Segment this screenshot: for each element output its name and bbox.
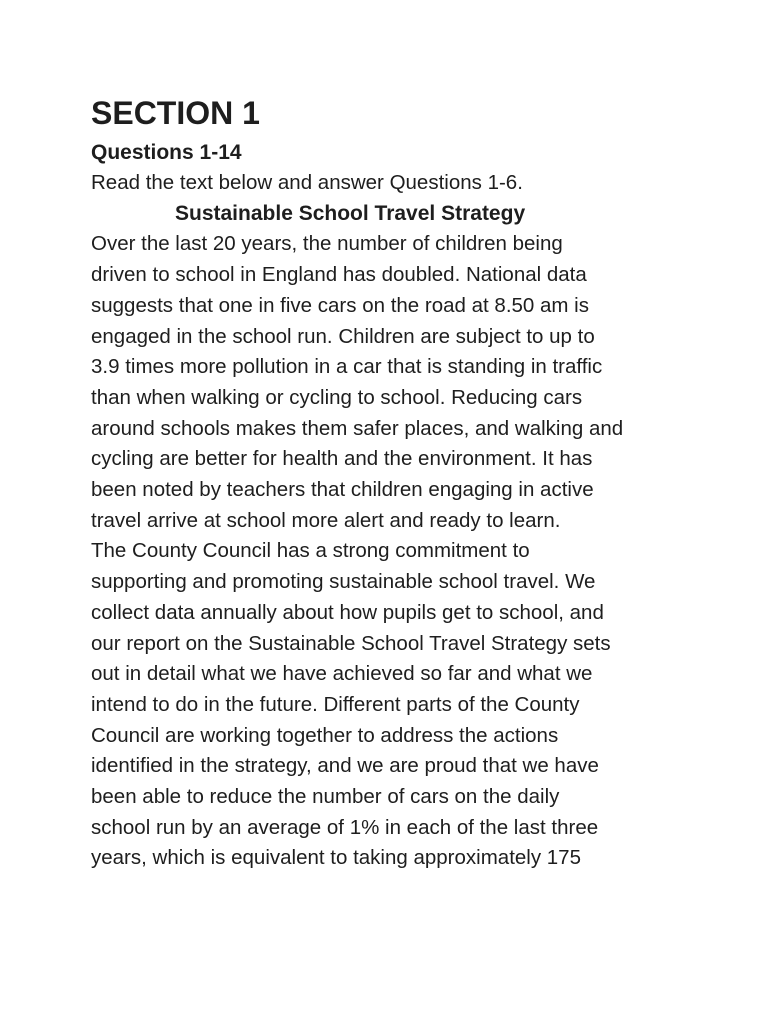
body-line: suggests that one in five cars on the road at 8.50 am is [91,293,589,317]
questions-title: Questions 1-14 [91,141,242,164]
body-line: our report on the Sustainable School Travel Strategy sets [91,631,611,655]
body-line: collect data annually about how pupils get to school, and [91,600,604,624]
body-line: around schools makes them safer places, and walking and [91,416,624,440]
body-line: driven to school in England has doubled. National data [91,263,587,287]
body-line: supporting and promoting sustainable school travel. We [91,570,596,594]
body-line: Council are working together to address the actions [91,723,559,747]
body-line: out in detail what we have achieved so far and what we [91,662,593,686]
section-title: SECTION 1 [91,95,260,131]
body-line: engaged in the school run. Children are subject to up to [91,324,595,348]
article-body [91,229,691,874]
body-line: The County Council has a strong commitment to [91,539,530,563]
body-line: cycling are better for health and the environment. It has [91,447,593,471]
body-line: travel arrive at school more alert and ready to learn. [91,508,561,532]
document-content [91,92,691,874]
article-title: Sustainable School Travel Strategy [175,201,526,225]
body-line: been able to reduce the number of cars on the daily [91,785,560,809]
body-line: 3.9 times more pollution in a car that is standing in traffic [91,355,603,379]
body-line: years, which is equivalent to taking approximately 175 [91,846,581,870]
body-line: intend to do in the future. Different parts of the County [91,692,580,716]
instruction-text: Read the text below and answer Questions 1-6. [91,171,523,194]
body-line: Over the last 20 years, the number of children being [91,232,563,256]
body-line: identified in the strategy, and we are proud that we have [91,754,599,778]
body-line: than when walking or cycling to school. Reducing cars [91,385,583,409]
body-line: school run by an average of 1% in each of the last three [91,815,599,839]
body-line: been noted by teachers that children engaging in active [91,478,594,502]
